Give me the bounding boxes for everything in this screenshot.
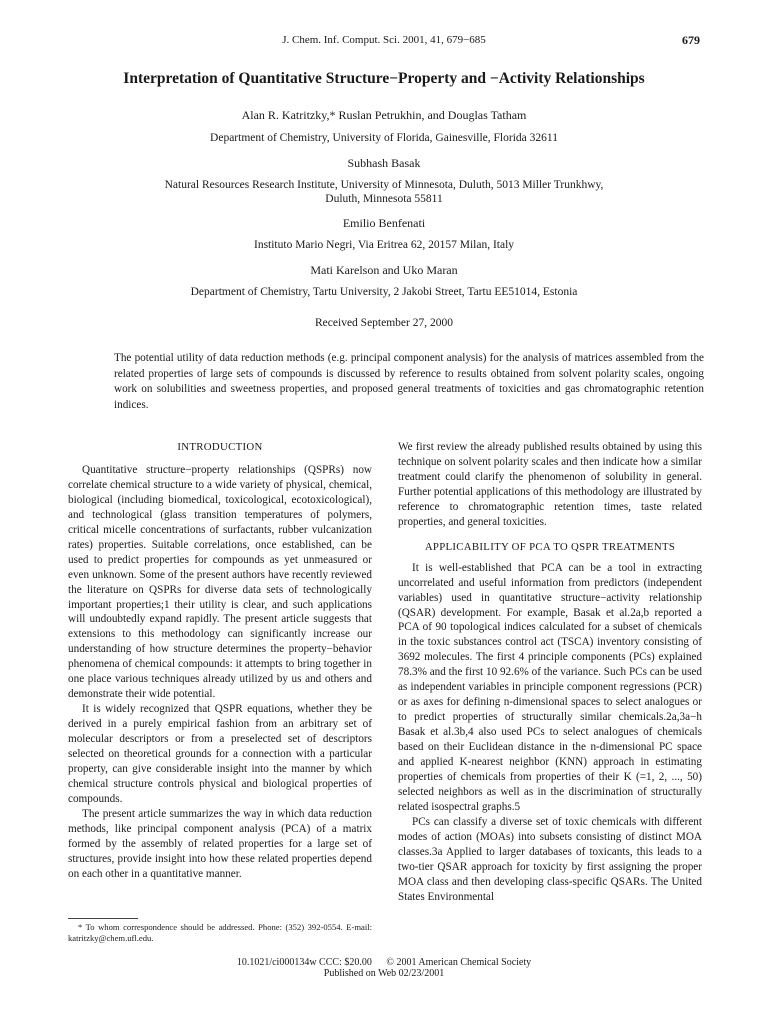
doi-text: 10.1021/ci000134w CCC: $20.00	[236, 957, 372, 968]
affiliation-2-line-2: Duluth, Minnesota 55811	[325, 193, 443, 205]
pca-paragraph-1: It is well-established that PCA can be a tool in extracting uncorrelated and useful information from predictors (independent variables) used in quantitative structure−activity relationship (QSAR) development. For example, Basak et al.2a,b reported a PCA of 90 topological indices calculated for a subset of chemicals in the toxic substances control act (TSCA) inventory consisting of 3692 molecules. The first 4 principle components (PCs) explained 78.3% and the first 10 92.6% of the variance. Such PCs can be used as independent variables in principle component regressions (PCR) or as axes for defining n-dimensional spaces to select analogues or to predict properties of structurally similar chemicals.2a,3a−h Basak et al.3b,4 also used PCs to select analogues of chemicals based on their Euclidean distance in the n-dimensional PC space and applied K-nearest neighbor (KNN) approach in estimating properties of chemicals from properties of their K (=1, 2, ..., 50) selected neighbors as well as in the discrimination of structurally related isospectral graphs.5	[398, 561, 702, 813]
right-column	[398, 440, 702, 905]
affiliation-1: Department of Chemistry, University of Florida, Gainesville, Florida 32611	[210, 132, 558, 144]
pca-paragraph-2: PCs can classify a diverse set of toxic chemicals with different modes of action (MOAs) into subsets consisting of distinct MOA classes.3a Applied to larger databases of toxicants, this leads to a two-tier QSAR approach for toxicity by first assigning the proper MOA class and then developing class-specific QSARs. The United States Environmental	[398, 815, 702, 903]
intro-paragraph-2: It is widely recognized that QSPR equations, whether they be derived in a purely empirical fashion from an arbitrary set of molecular descriptors or from a preselected set of descriptors selected on theoretical grounds for a connection with a particular property, can give considerable insight into the manner by which chemical structure controls physical and biological properties of compounds.	[68, 703, 372, 805]
affiliation-3: Instituto Mario Negri, Via Eritrea 62, 20157 Milan, Italy	[253, 239, 515, 251]
running-head: J. Chem. Inf. Comput. Sci. 2001, 41, 679−685	[282, 34, 486, 46]
intro-paragraph-3: The present article summarizes the way in which data reduction methods, like principal component analysis (PCA) of a matrix formed by the assembly of related properties for a large set of structures, provide insight into how these related properties depend on each other in a quantitative manner.	[68, 807, 372, 880]
intro-continued-paragraph: We first review the already published results obtained by using this technique on solvent polarity scales and then indicate how a similar treatment could clarify the phenomenon of solubility in general. Further potential applications of this methodology are illustrated by reference to chromatographic retention times, taste related properties, and general toxicities.	[398, 441, 702, 528]
footer-line-1	[0, 957, 768, 968]
received-date: Received September 27, 2000	[315, 317, 453, 329]
section-heading-introduction: INTRODUCTION	[177, 441, 263, 453]
author-group-4: Mati Karelson and Uko Maran	[310, 263, 458, 277]
author-group-1: Alan R. Katritzky,* Ruslan Petrukhin, and Douglas Tatham	[241, 108, 527, 122]
left-column	[68, 440, 372, 882]
copyright-text: © 2001 American Chemical Society	[386, 957, 532, 968]
correspondence-footnote: * To whom correspondence should be addressed. Phone: (352) 392-0554. E-mail: katritzky@chem.ufl.edu.	[68, 922, 372, 943]
section-heading-pca: APPLICABILITY OF PCA TO QSPR TREATMENTS	[424, 540, 676, 553]
page-number: 679	[682, 33, 700, 47]
published-date: Published on Web 02/23/2001	[323, 968, 445, 979]
abstract: The potential utility of data reduction methods (e.g. principal component analysis) for the analysis of matrices assembled from the related properties of large sets of compounds is discussed by reference to results obtained from solvent polarity scales, ongoing work on solubilities and sweetness properties, and proposed general treatments of toxicities and gas chromatographic retention indices.	[114, 352, 704, 411]
author-group-3: Emilio Benfenati	[342, 216, 426, 230]
footnote-rule	[68, 918, 138, 919]
article-title: Interpretation of Quantitative Structure−Property and −Activity Relationships	[123, 70, 645, 87]
affiliation-4: Department of Chemistry, Tartu University, 2 Jakobi Street, Tartu EE51014, Estonia	[190, 286, 578, 298]
intro-paragraph-1: Quantitative structure−property relationships (QSPRs) now correlate chemical structure to a wide variety of physical, chemical, biological (including biomedical, toxicological, ecotoxicological), and technological (glass transition temperatures of polymers, critical micelle concentrations of surfactants, rubber vulcanization rates) properties. Suitable correlations, once established, can be used to predict properties for compounds as yet unmeasured or even unknown. Some of the present authors have recently reviewed the literature on QSPRs for diverse data sets of technologically important properties;1 their utility is clear, and such applications will undoubtedly expand rapidly. The present article suggests that extensions to this methodology can significantly increase our understanding of how structure determines the property−behavior phenomena of chemical compounds: it attempts to bring together in one place various techniques already utilized by us and others and demonstrate their wide potential.	[68, 463, 372, 701]
author-group-2: Subhash Basak	[347, 156, 421, 170]
affiliation-2-line-1: Natural Resources Research Institute, University of Minnesota, Duluth, 5013 Miller Trunkhwy,	[164, 179, 604, 191]
